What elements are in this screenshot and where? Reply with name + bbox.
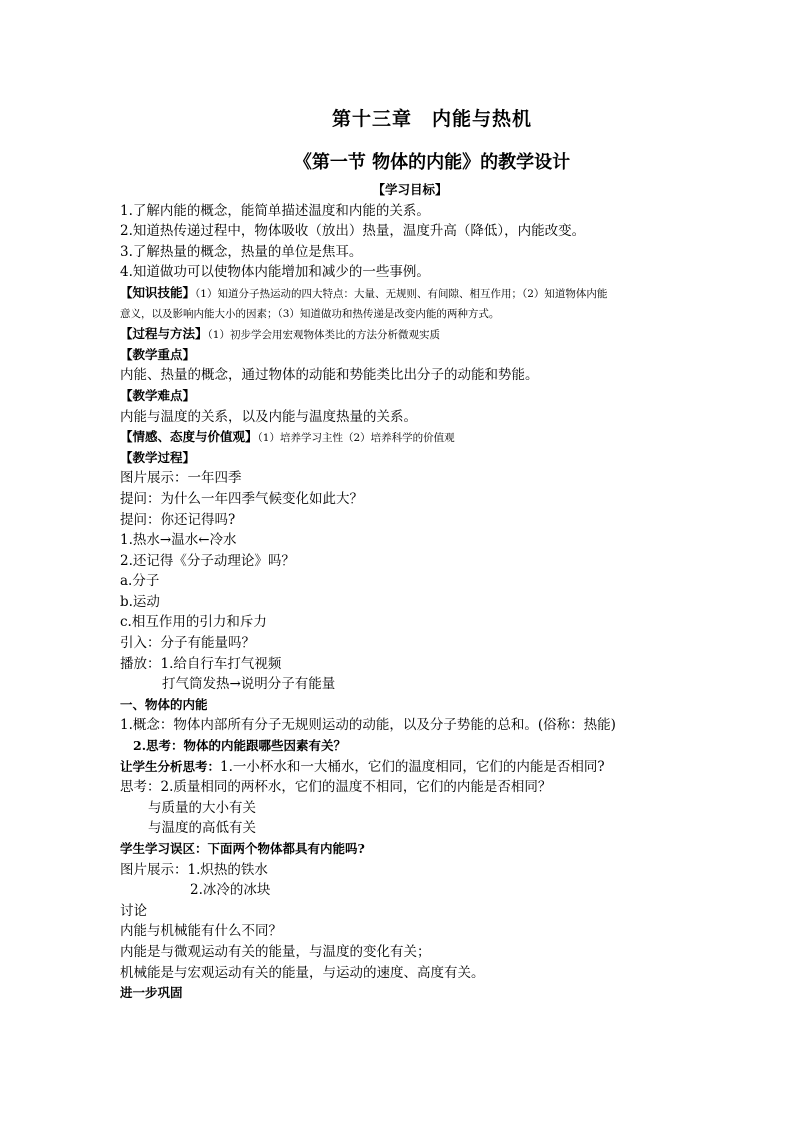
document-title: 《第一节 物体的内能》的教学设计 (293, 152, 571, 173)
process-line: 播放：1.给自行车打气视频 (120, 655, 282, 672)
analysis-label: 让学生分析思考： (120, 758, 221, 774)
objective-item: 1.了解内能的概念，能简单描述温度和内能的关系。 (120, 202, 430, 219)
compare-line: 机械能是与宏观运动有关的能量，与运动的速度、高度有关。 (120, 964, 485, 981)
process-heading: 【教学过程】 (120, 449, 196, 465)
consolidate-heading: 进一步巩固 (120, 985, 183, 1001)
picture-show-line (120, 860, 700, 881)
difficulties-text: 内能与温度的关系，以及内能与温度热量的关系。 (120, 408, 417, 425)
document-body (120, 180, 700, 1004)
thinking-line: 2.思考：物体的内能跟哪些因素有关？ (133, 738, 347, 754)
process-line: 1.热水→温水←冷水 (120, 532, 237, 549)
key-points-text: 内能、热量的概念，通过物体的动能和势能类比出分子的动能和势能。 (120, 367, 539, 384)
picture-show-item: 1.炽热的铁水 (187, 861, 268, 878)
difficulties-heading: 【教学难点】 (120, 387, 196, 403)
attitude-text: （1）培养学习主性（2）培养科学的价值观 (257, 432, 455, 445)
process-line: 提问：你还记得吗? (120, 511, 236, 528)
key-points-heading: 【教学重点】 (120, 346, 196, 362)
objective-item: 3.了解热量的概念，热量的单位是焦耳。 (120, 243, 363, 260)
misconception-line: 学生学习误区：下面两个物体都具有内能吗? (120, 841, 365, 856)
process-indent-line: 打气筒发热→说明分子有能量 (162, 676, 336, 693)
knowledge-line-2: 意义，以及影响内能大小的因素；（3）知道做功和热传递是改变内能的两种方式。 (120, 307, 500, 320)
knowledge-label: 【知识技能】 (120, 284, 196, 300)
process-line: a.分子 (120, 573, 160, 590)
factor-line: 与温度的高低有关 (148, 820, 256, 837)
process-method-label: 【过程与方法】 (120, 326, 208, 342)
objective-item: 4.知道做功可以使物体内能增加和减少的一些事例。 (120, 264, 430, 281)
process-method-line (120, 324, 700, 345)
process-line: b.运动 (120, 593, 160, 610)
think2-line: 思考：2.质量相同的两杯水，它们的温度不相同，它们的内能是否相同？ (120, 779, 552, 796)
section-heading: 一、物体的内能 (120, 696, 208, 712)
attitude-line (120, 427, 700, 448)
compare-line: 内能是与微观运动有关的能量，与温度的变化有关； (120, 943, 431, 960)
attitude-label: 【情感、态度与价值观】 (120, 429, 258, 445)
knowledge-line-1 (120, 283, 700, 304)
process-line: 2.还记得《分子动理论》吗？ (120, 552, 295, 569)
factor-line: 与质量的大小有关 (148, 799, 256, 816)
objectives-heading: 【学习目标】 (372, 182, 448, 197)
chapter-title: 第十三章 内能与热机 (331, 108, 532, 130)
process-line: 图片展示：一年四季 (120, 470, 242, 487)
process-line: 提问：为什么一年四季气候变化如此大？ (120, 490, 363, 507)
process-line: 引入：分子有能量吗？ (120, 635, 255, 652)
discussion-label: 讨论 (120, 902, 147, 919)
process-method-text: （1）初步学会用宏观物体类比的方法分析微观实质 (207, 329, 440, 342)
compare-line: 内能与机械能有什么不同？ (120, 923, 282, 940)
knowledge-text: （1）知道分子热运动的四大特点：大量、无规则、有间隙、相互作用；（2）知道物体内能 (195, 287, 608, 300)
analysis-line (120, 757, 700, 778)
picture-show-label: 图片展示： (120, 861, 188, 878)
analysis-text: 1.一小杯水和一大桶水，它们的温度相同，它们的内能是否相同? (220, 758, 605, 775)
concept-line: 1.概念：物体内部所有分子无规则运动的动能，以及分子势能的总和。(俗称：热能) (120, 717, 616, 734)
process-line: c.相互作用的引力和斥力 (120, 614, 267, 631)
objective-item: 2.知道热传递过程中，物体吸收（放出）热量，温度升高（降低），内能改变。 (120, 223, 586, 240)
picture-show-item: 2.冰冷的冰块 (190, 882, 271, 899)
